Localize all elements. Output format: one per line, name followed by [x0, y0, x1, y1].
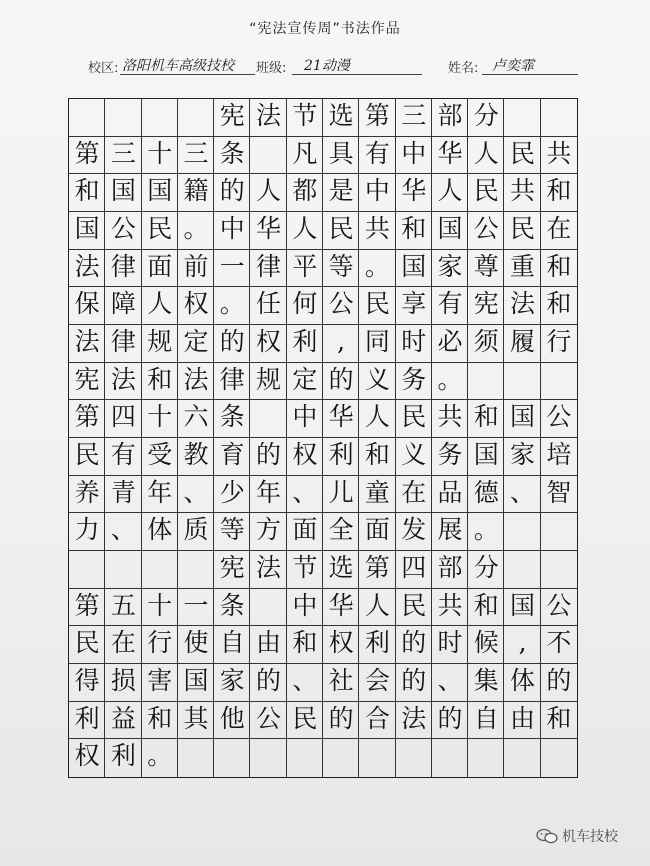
grid-character: 都 [292, 176, 318, 206]
grid-character: 共 [364, 213, 390, 243]
grid-character: 。 [219, 289, 245, 319]
grid-character: 中 [292, 590, 318, 620]
grid-cell [541, 551, 577, 589]
grid-character: 儿 [328, 477, 354, 507]
class-underline [292, 74, 422, 75]
grid-cell [504, 513, 540, 551]
grid-character: 国 [147, 176, 173, 206]
grid-character: 法 [256, 100, 282, 130]
grid-cell [69, 551, 105, 589]
grid-character: 人 [364, 402, 390, 432]
grid-character: 选 [328, 100, 354, 130]
grid-character: 民 [292, 703, 318, 733]
grid-character: , [518, 628, 527, 658]
grid-character: 受 [147, 439, 173, 469]
grid-character: 体 [147, 515, 173, 545]
grid-character: 年 [147, 477, 173, 507]
grid-character: 法 [110, 364, 136, 394]
grid-character: 定 [183, 326, 209, 356]
grid-character: 条 [219, 138, 245, 168]
grid-character: 和 [546, 289, 572, 319]
grid-character: 的 [437, 703, 463, 733]
grid-character: 人 [437, 176, 463, 206]
grid-character: 国 [74, 213, 100, 243]
grid-character: 有 [110, 439, 136, 469]
grid-character: 、 [110, 515, 136, 545]
grid-cell [250, 400, 286, 438]
grid-character: 节 [292, 552, 318, 582]
grid-character: 的 [401, 628, 427, 658]
grid-character: 具 [328, 138, 354, 168]
grid-character: 何 [292, 289, 318, 319]
grid-character: 养 [74, 477, 100, 507]
grid-character: 共 [510, 176, 536, 206]
grid-character: 法 [510, 289, 536, 319]
grid-character: 公 [546, 590, 572, 620]
grid-character: 中 [292, 402, 318, 432]
grid-character: 和 [546, 176, 572, 206]
grid-character: 、 [292, 477, 318, 507]
watermark [536, 826, 618, 846]
grid-character: 分 [473, 100, 499, 130]
grid-character: 智 [546, 477, 572, 507]
grid-character: 权 [292, 439, 318, 469]
grid-character: 宪 [219, 100, 245, 130]
grid-character: 和 [546, 703, 572, 733]
grid-character: 宪 [473, 289, 499, 319]
grid-character: 民 [74, 439, 100, 469]
grid-character: 民 [147, 213, 173, 243]
grid-cell [396, 739, 432, 777]
grid-character: 规 [256, 364, 282, 394]
grid-character: 第 [364, 100, 390, 130]
grid-character: 义 [401, 439, 427, 469]
grid-character: 中 [219, 213, 245, 243]
grid-character: 不 [546, 628, 572, 658]
grid-character: 十 [147, 590, 173, 620]
grid-character: 第 [364, 552, 390, 582]
grid-character: 三 [110, 138, 136, 168]
grid-character: 和 [546, 251, 572, 281]
grid-character: 会 [364, 665, 390, 695]
grid-character: 公 [110, 213, 136, 243]
grid-character: 华 [328, 402, 354, 432]
grid-character: 法 [74, 251, 100, 281]
grid-character: 力 [74, 515, 100, 545]
grid-character: 。 [473, 515, 499, 545]
grid-character: 任 [256, 289, 282, 319]
grid-character: 利 [292, 326, 318, 356]
grid-character: 义 [364, 364, 390, 394]
grid-character: 家 [219, 665, 245, 695]
grid-character: 国 [437, 213, 463, 243]
grid-character: 宪 [219, 552, 245, 582]
grid-character: 尊 [473, 251, 499, 281]
grid-character: 利 [110, 741, 136, 771]
grid-character: 和 [473, 590, 499, 620]
grid-character: 和 [292, 628, 318, 658]
grid-character: 法 [256, 552, 282, 582]
grid-character: 权 [256, 326, 282, 356]
grid-character: 在 [546, 213, 572, 243]
grid-character: 面 [292, 515, 318, 545]
grid-character: 面 [364, 515, 390, 545]
grid-character: 规 [147, 326, 173, 356]
grid-character: 使 [183, 628, 209, 658]
grid-character: 体 [510, 665, 536, 695]
grid-character: 国 [473, 439, 499, 469]
grid-character: 发 [401, 515, 427, 545]
grid-character: 华 [401, 176, 427, 206]
grid-character: 国 [510, 402, 536, 432]
grid-character: 务 [401, 364, 427, 394]
grid-character: 民 [510, 213, 536, 243]
grid-character: 共 [437, 402, 463, 432]
grid-character: 展 [437, 515, 463, 545]
grid-character: 须 [473, 326, 499, 356]
grid-character: 品 [437, 477, 463, 507]
grid-character: 的 [256, 665, 282, 695]
grid-character: 节 [292, 100, 318, 130]
grid-character: 。 [364, 251, 390, 281]
grid-character: 自 [473, 703, 499, 733]
grid-character: 的 [328, 703, 354, 733]
grid-character: 十 [147, 138, 173, 168]
grid-character: 国 [110, 176, 136, 206]
grid-character: 权 [74, 741, 100, 771]
grid-character: 是 [328, 176, 354, 206]
grid-character: 保 [74, 289, 100, 319]
grid-character: 享 [401, 289, 427, 319]
grid-character: 面 [147, 251, 173, 281]
grid-character: 德 [473, 477, 499, 507]
grid-character: 务 [437, 439, 463, 469]
grid-character: 中 [401, 138, 427, 168]
grid-character: 的 [546, 665, 572, 695]
grid-cell [287, 739, 323, 777]
grid-character: 在 [110, 628, 136, 658]
grid-character: 四 [401, 552, 427, 582]
grid-cell [250, 137, 286, 175]
grid-character: 民 [401, 402, 427, 432]
grid-character: 前 [183, 251, 209, 281]
grid-cell [105, 551, 141, 589]
grid-character: 四 [110, 402, 136, 432]
grid-character: 的 [401, 665, 427, 695]
grid-character: 民 [364, 289, 390, 319]
grid-character: 人 [256, 176, 282, 206]
grid-character: 华 [437, 138, 463, 168]
grid-character: 宪 [74, 364, 100, 394]
campus-underline [120, 74, 255, 75]
grid-character: 一 [219, 251, 245, 281]
grid-character: 部 [437, 100, 463, 130]
grid-character: 家 [437, 251, 463, 281]
grid-character: 和 [364, 439, 390, 469]
grid-character: 三 [401, 100, 427, 130]
grid-cell [178, 551, 214, 589]
grid-character: 由 [256, 628, 282, 658]
grid-character: 有 [364, 138, 390, 168]
grid-character: 童 [364, 477, 390, 507]
grid-cell [468, 739, 504, 777]
grid-character: 国 [401, 251, 427, 281]
grid-cell [142, 99, 178, 137]
grid-character: 在 [401, 477, 427, 507]
grid-character: 权 [183, 289, 209, 319]
grid-cell [214, 739, 250, 777]
grid-character: 青 [110, 477, 136, 507]
grid-cell [323, 739, 359, 777]
grid-cell [504, 551, 540, 589]
grid-character: 民 [473, 176, 499, 206]
grid-character: 平 [292, 251, 318, 281]
grid-character: 育 [219, 439, 245, 469]
grid-character: 律 [219, 364, 245, 394]
grid-character: 损 [110, 665, 136, 695]
grid-character: 条 [219, 590, 245, 620]
grid-character: 合 [364, 703, 390, 733]
grid-character: 人 [364, 590, 390, 620]
grid-character: 和 [401, 213, 427, 243]
grid-character: 六 [183, 402, 209, 432]
campus-value: 洛阳机车高级技校 [122, 58, 234, 74]
grid-cell [541, 99, 577, 137]
grid-character: 公 [473, 213, 499, 243]
grid-character: 一 [183, 590, 209, 620]
grid-character: 第 [74, 138, 100, 168]
grid-character: 民 [328, 213, 354, 243]
grid-character: 和 [473, 402, 499, 432]
grid-character: 律 [256, 251, 282, 281]
grid-character: 部 [437, 552, 463, 582]
grid-character: 中 [364, 176, 390, 206]
calligraphy-grid [68, 98, 578, 778]
grid-character: 家 [510, 439, 536, 469]
grid-cell [541, 513, 577, 551]
grid-character: 年 [256, 477, 282, 507]
grid-character: 利 [74, 703, 100, 733]
class-label: 班级: [256, 61, 287, 76]
grid-cell [504, 363, 540, 401]
grid-character: 得 [74, 665, 100, 695]
grid-character: 、 [437, 665, 463, 695]
grid-character: 社 [328, 665, 354, 695]
grid-character: 权 [328, 628, 354, 658]
grid-character: 三 [183, 138, 209, 168]
grid-character: 公 [546, 402, 572, 432]
grid-character: 质 [183, 515, 209, 545]
class-value: 21动漫 [304, 58, 350, 74]
grid-character: 必 [437, 326, 463, 356]
grid-character: 教 [183, 439, 209, 469]
grid-character: 集 [473, 665, 499, 695]
grid-character: 人 [147, 289, 173, 319]
name-underline [482, 74, 578, 75]
grid-character: , [337, 326, 346, 356]
grid-cell [178, 739, 214, 777]
grid-character: 由 [510, 703, 536, 733]
grid-character: 履 [510, 326, 536, 356]
grid-character: 时 [401, 326, 427, 356]
grid-character: 凡 [292, 138, 318, 168]
grid-character: 行 [546, 326, 572, 356]
grid-character: 自 [219, 628, 245, 658]
grid-character: 培 [546, 439, 572, 469]
grid-character: 利 [364, 628, 390, 658]
grid-character: 国 [510, 590, 536, 620]
name-label: 姓名: [448, 61, 479, 76]
wechat-icon [536, 828, 558, 844]
grid-character: 其 [183, 703, 209, 733]
grid-character: 同 [364, 326, 390, 356]
grid-character: 、 [183, 477, 209, 507]
grid-character: 公 [256, 703, 282, 733]
grid-character: 公 [328, 289, 354, 319]
grid-character: 和 [147, 703, 173, 733]
grid-character: 。 [437, 364, 463, 394]
grid-character: 和 [147, 364, 173, 394]
grid-character: 等 [219, 515, 245, 545]
grid-cell [504, 99, 540, 137]
grid-character: 五 [110, 590, 136, 620]
campus-label: 校区: [88, 61, 119, 76]
grid-character: 十 [147, 402, 173, 432]
grid-character: 有 [437, 289, 463, 319]
grid-cell [250, 739, 286, 777]
grid-character: 障 [110, 289, 136, 319]
grid-character: 共 [546, 138, 572, 168]
grid-character: 少 [219, 477, 245, 507]
grid-cell [541, 739, 577, 777]
grid-character: 益 [110, 703, 136, 733]
grid-cell [105, 99, 141, 137]
grid-character: 的 [219, 176, 245, 206]
grid-character: 选 [328, 552, 354, 582]
grid-character: 律 [110, 251, 136, 281]
grid-character: 。 [147, 741, 173, 771]
grid-character: 第 [74, 590, 100, 620]
grid-character: 国 [183, 665, 209, 695]
grid-character: 第 [74, 402, 100, 432]
grid-character: 人 [292, 213, 318, 243]
grid-character: 重 [510, 251, 536, 281]
grid-character: 等 [328, 251, 354, 281]
grid-character: 法 [183, 364, 209, 394]
grid-cell [432, 739, 468, 777]
grid-cell [504, 739, 540, 777]
grid-character: 行 [147, 628, 173, 658]
grid-character: 籍 [183, 176, 209, 206]
grid-character: 华 [328, 590, 354, 620]
grid-cell [178, 99, 214, 137]
grid-cell [359, 739, 395, 777]
grid-cell [468, 363, 504, 401]
grid-character: 律 [110, 326, 136, 356]
grid-cell [142, 551, 178, 589]
grid-character: 和 [74, 176, 100, 206]
grid-character: 分 [473, 552, 499, 582]
grid-character: 民 [74, 628, 100, 658]
grid-character: 法 [401, 703, 427, 733]
grid-character: 。 [183, 213, 209, 243]
grid-character: 方 [256, 515, 282, 545]
grid-character: 候 [473, 628, 499, 658]
grid-character: 条 [219, 402, 245, 432]
grid-cell [69, 99, 105, 137]
grid-character: 民 [510, 138, 536, 168]
grid-character: 共 [437, 590, 463, 620]
grid-character: 民 [401, 590, 427, 620]
grid-character: 的 [328, 364, 354, 394]
name-value: 卢奕霏 [492, 58, 534, 74]
grid-character: 定 [292, 364, 318, 394]
grid-character: 、 [510, 477, 536, 507]
grid-cell [250, 589, 286, 627]
grid-character: 法 [74, 326, 100, 356]
grid-character: 的 [219, 326, 245, 356]
grid-character: 、 [292, 665, 318, 695]
grid-character: 利 [328, 439, 354, 469]
grid-character: 时 [437, 628, 463, 658]
grid-character: 人 [473, 138, 499, 168]
grid-character: 全 [328, 515, 354, 545]
watermark-text: 机车技校 [562, 829, 618, 845]
grid-character: 害 [147, 665, 173, 695]
grid-character: 华 [256, 213, 282, 243]
grid-cell [541, 363, 577, 401]
grid-character: 的 [256, 439, 282, 469]
grid-character: 他 [219, 703, 245, 733]
page-title: “宪法宣传周”书法作品 [249, 21, 401, 37]
